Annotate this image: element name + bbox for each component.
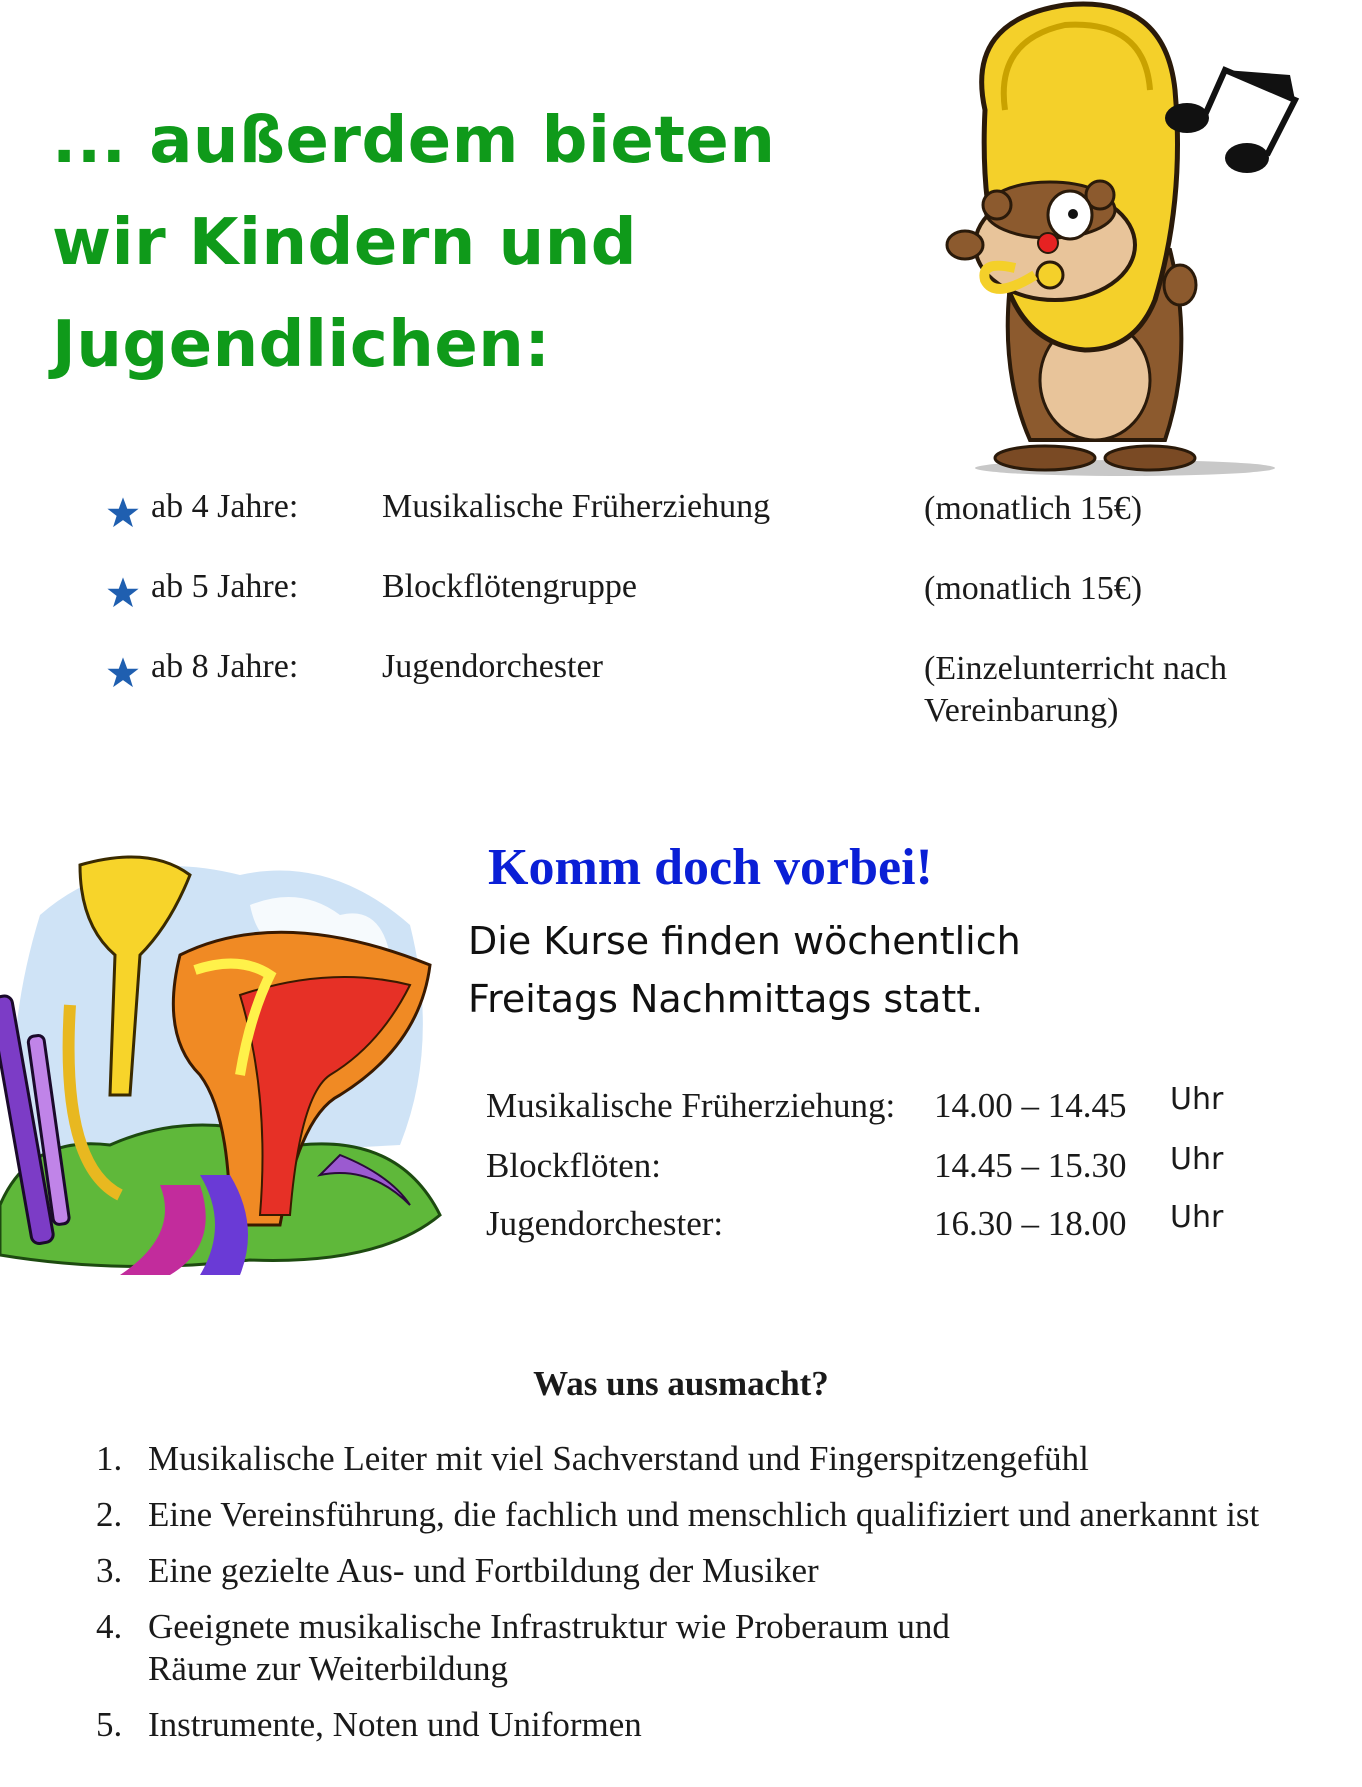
list-text: Geeignete musikalische Infrastruktur wie Proberaum und Räume zur Weiterbildung [148, 1607, 950, 1688]
list-text: Instrumente, Noten und Uniformen [148, 1705, 642, 1744]
list-item [96, 1606, 1346, 1690]
list-item [96, 1704, 1346, 1746]
list-number: 4. [96, 1607, 123, 1646]
offer-course: Musikalische Früherziehung [382, 488, 771, 525]
schedule-unit: Uhr [1170, 1142, 1224, 1177]
list-item [96, 1494, 1346, 1536]
offer-age: ab 8 Jahre: [151, 648, 299, 685]
section-heading: Was uns ausmacht? [533, 1364, 829, 1403]
list-item [96, 1550, 1346, 1592]
schedule-unit: Uhr [1170, 1200, 1224, 1235]
list-number: 5. [96, 1705, 123, 1744]
offer-row [0, 648, 1362, 729]
offer-price: (monatlich 15€) [924, 490, 1143, 527]
headline-line-1: ... außerdem bieten [52, 104, 776, 178]
schedule-course: Jugendorchester: [486, 1204, 724, 1243]
schedule-time: 14.00 – 14.45 [934, 1086, 1127, 1125]
schedule-unit: Uhr [1170, 1082, 1224, 1117]
cta-subtitle [468, 912, 1168, 1028]
list-text: Eine Vereinsführung, die fachlich und menschlich qualifiziert und anerkannt ist [148, 1495, 1260, 1534]
offer-price: (Einzelunterricht nach Vereinbarung) [924, 650, 1228, 729]
star-icon [106, 576, 140, 610]
headline-line-3: Jugendlichen: [52, 308, 551, 382]
list-text: Musikalische Leiter mit viel Sachverstand und Fingerspitzengefühl [148, 1439, 1089, 1478]
list-text: Eine gezielte Aus- und Fortbildung der Musiker [148, 1551, 819, 1590]
offer-age: ab 5 Jahre: [151, 568, 299, 605]
offer-course: Blockflötengruppe [382, 568, 637, 605]
schedule-time: 16.30 – 18.00 [934, 1204, 1127, 1243]
cta-title: Komm doch vorbei! [488, 839, 933, 896]
offer-price: (monatlich 15€) [924, 570, 1143, 607]
list-item [96, 1438, 1346, 1480]
offer-row [0, 488, 1362, 528]
headline-line-2: wir Kindern und [52, 206, 638, 280]
schedule-time: 14.45 – 15.30 [934, 1146, 1127, 1185]
list-number: 1. [96, 1439, 123, 1478]
offer-age: ab 4 Jahre: [151, 488, 299, 525]
cta-line-2: Freitags Nachmittags statt. [468, 977, 984, 1021]
schedule-course: Musikalische Früherziehung: [486, 1086, 896, 1125]
offer-row [0, 568, 1362, 608]
star-icon [106, 656, 140, 690]
schedule-course: Blockflöten: [486, 1146, 661, 1185]
cta-line-1: Die Kurse finden wöchentlich [468, 919, 1021, 963]
reasons-list [96, 1438, 1346, 1746]
headline [52, 90, 912, 396]
list-number: 2. [96, 1495, 123, 1534]
schedule-row [0, 1142, 1362, 1190]
offer-course: Jugendorchester [382, 648, 603, 685]
beaver-sousaphone-illustration [925, 0, 1325, 478]
schedule-row [0, 1200, 1362, 1248]
schedule-row [0, 1082, 1362, 1130]
list-number: 3. [96, 1551, 123, 1590]
star-icon [106, 496, 140, 530]
